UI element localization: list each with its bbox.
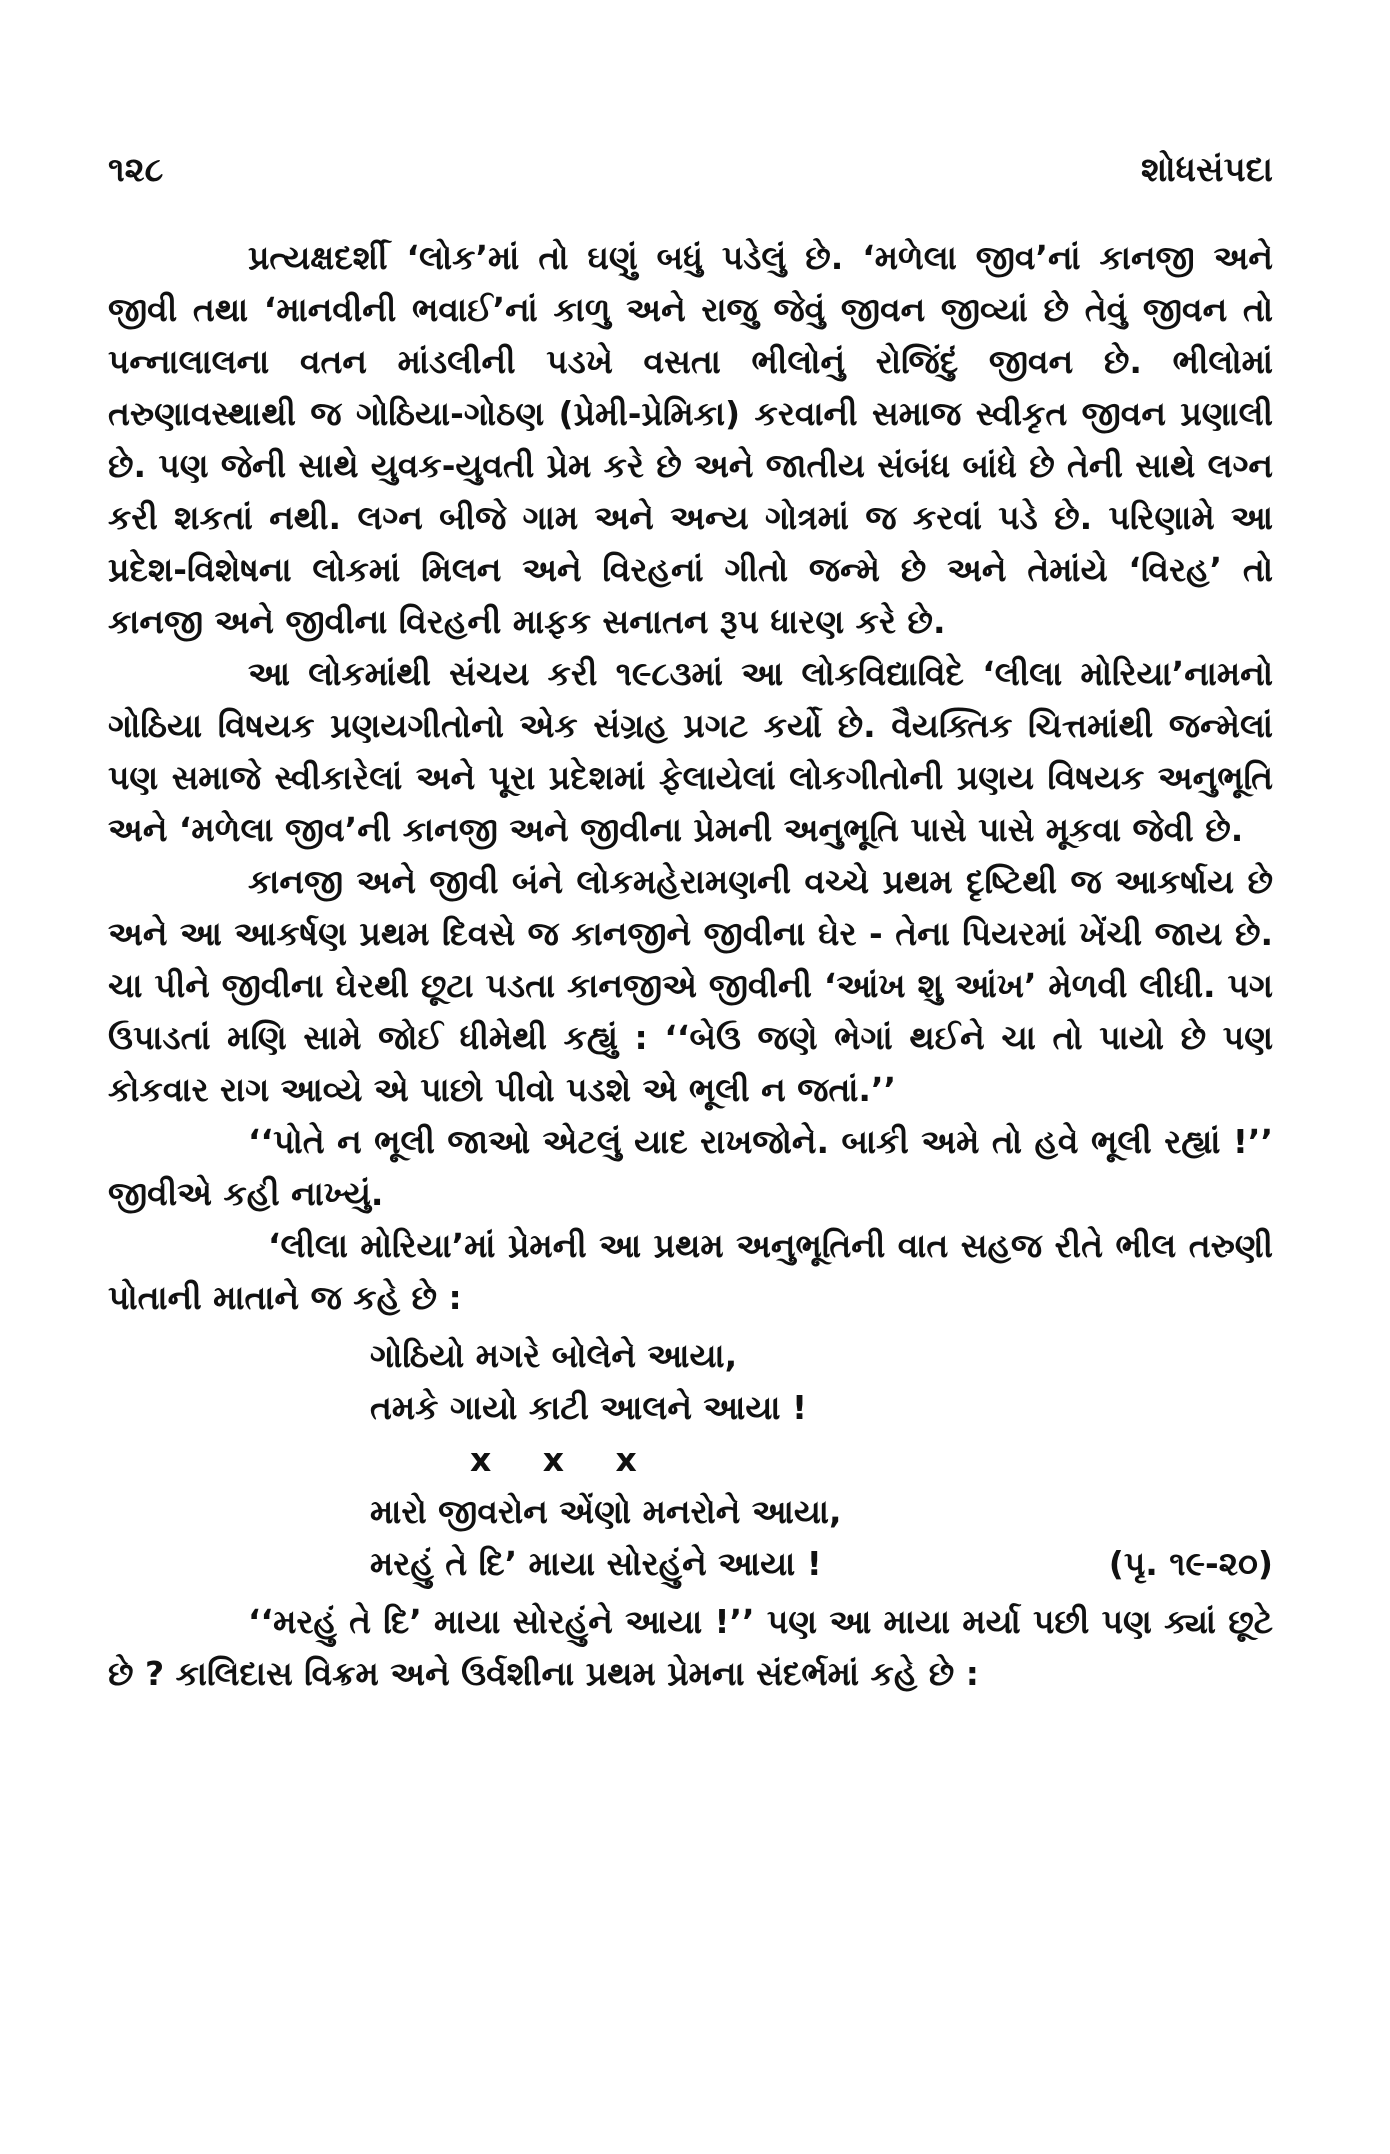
paragraph-1: પ્રત્યક્ષદર્શી ‘લોક’માં તો ઘણું બધું પડેલું છે. ‘મળેલા જીવ’નાં કાનજી અને જીવી તથા ‘માનવીની ભવાઈ’નાં કાળુ અને રાજુ જેવું જીવન જીવ્યાં છે તેવું જીવન તો પન્નાલાલના વતન માંડલીની પડખે વસતા ભીલોનું રોજિંદું જીવન છે. ભીલોમાં તરુણાવસ્થાથી જ ગોઠિયા-ગોઠણ (પ્રેમી-પ્રેમિકા) કરવાની સમાજ સ્વીકૃત જીવન પ્રણાલી છે. પણ જેની સાથે યુવક-યુવતી પ્રેમ કરે છે અને જાતીય સંબંધ બાંધે છે તેની સાથે લગ્ન કરી શકતાં નથી. લગ્ન બીજે ગામ અને અન્ય ગોત્રમાં જ કરવાં પડે છે. પરિણામે આ પ્રદેશ-વિશેષના લોકમાં મિલન અને વિરહનાં ગીતો જન્મે છે અને તેમાંયે ‘વિરહ’ તો કાનજી અને જીવીના વિરહની માફક સનાતન રૂપ ધારણ કરે છે. <box>108 238 1273 641</box>
page-number: ૧૨૮ <box>108 150 164 190</box>
poem-line-4: મરહું તે દિ’ માયા સોરહુંને આયા ! <box>370 1544 822 1583</box>
poem-citation: (પૃ. ૧૯-૨૦) <box>1108 1544 1273 1583</box>
page-header <box>108 150 1273 200</box>
paragraph-4: ‘‘પોતે ન ભૂલી જાઓ એટલું યાદ રાખજોને. બાકી અમે તો હવે ભૂલી રહ્યાં !’’ જીવીએ કહી નાખ્યું. <box>108 1122 1273 1213</box>
quoted-poem <box>370 1330 1273 1590</box>
poem-separator: x x x <box>470 1440 637 1479</box>
paragraph-3: કાનજી અને જીવી બંને લોકમહેરામણની વચ્ચે પ્રથમ દૃષ્ટિથી જ આકર્ષાય છે અને આ આકર્ષણ પ્રથમ દિવસે જ કાનજીને જીવીના ઘેર - તેના પિયરમાં ખેંચી જાય છે. ચા પીને જીવીના ઘેરથી છૂટા પડતા કાનજીએ જીવીની ‘આંખ શુ આંખ’ મેળવી લીધી. પગ ઉપાડતાં મણિ સામે જોઈ ધીમેથી કહ્યું : ‘‘બેઉ જણે ભેગાં થઈને ચા તો પાયો છે પણ કોકવાર રાગ આવ્યે એ પાછો પીવો પડશે એ ભૂલી ન જતાં.’’ <box>108 862 1273 1109</box>
poem-line-4-row <box>370 1538 1273 1590</box>
poem-line-1: ગોઠિયો મગરે બોલેને આયા, <box>370 1336 738 1375</box>
paragraph-2: આ લોકમાંથી સંચય કરી ૧૯૮૩માં આ લોકવિદ્યાવિદે ‘લીલા મોરિયા’નામનો ગોઠિયા વિષયક પ્રણયગીતોનો એક સંગ્રહ પ્રગટ કર્યો છે. વૈયક્તિક ચિત્તમાંથી જન્મેલાં પણ સમાજે સ્વીકારેલાં અને પૂરા પ્રદેશમાં ફેલાયેલાં લોકગીતોની પ્રણય વિષયક અનુભૂતિ અને ‘મળેલા જીવ’ની કાનજી અને જીવીના પ્રેમની અનુભૂતિ પાસે પાસે મૂકવા જેવી છે. <box>108 654 1273 849</box>
running-head: શોધસંપદા <box>1140 150 1273 190</box>
poem-line-2: તમકે ગાયો કાટી આલને આયા ! <box>370 1388 808 1427</box>
body-text <box>108 232 1273 1700</box>
poem-line-3: મારો જીવરોન એંણો મનરોને આયા, <box>370 1492 842 1531</box>
paragraph-6: ‘‘મરહું તે દિ’ માયા સોરહુંને આયા !’’ પણ આ માયા મર્યા પછી પણ ક્યાં છૂટે છે ? કાલિદાસ વિક્રમ અને ઉર્વશીના પ્રથમ પ્રેમના સંદર્ભમાં કહે છે : <box>108 1602 1273 1693</box>
paragraph-5: ‘લીલા મોરિયા’માં પ્રેમની આ પ્રથમ અનુભૂતિની વાત સહજ રીતે ભીલ તરુણી પોતાની માતાને જ કહે છે : <box>108 1226 1273 1317</box>
